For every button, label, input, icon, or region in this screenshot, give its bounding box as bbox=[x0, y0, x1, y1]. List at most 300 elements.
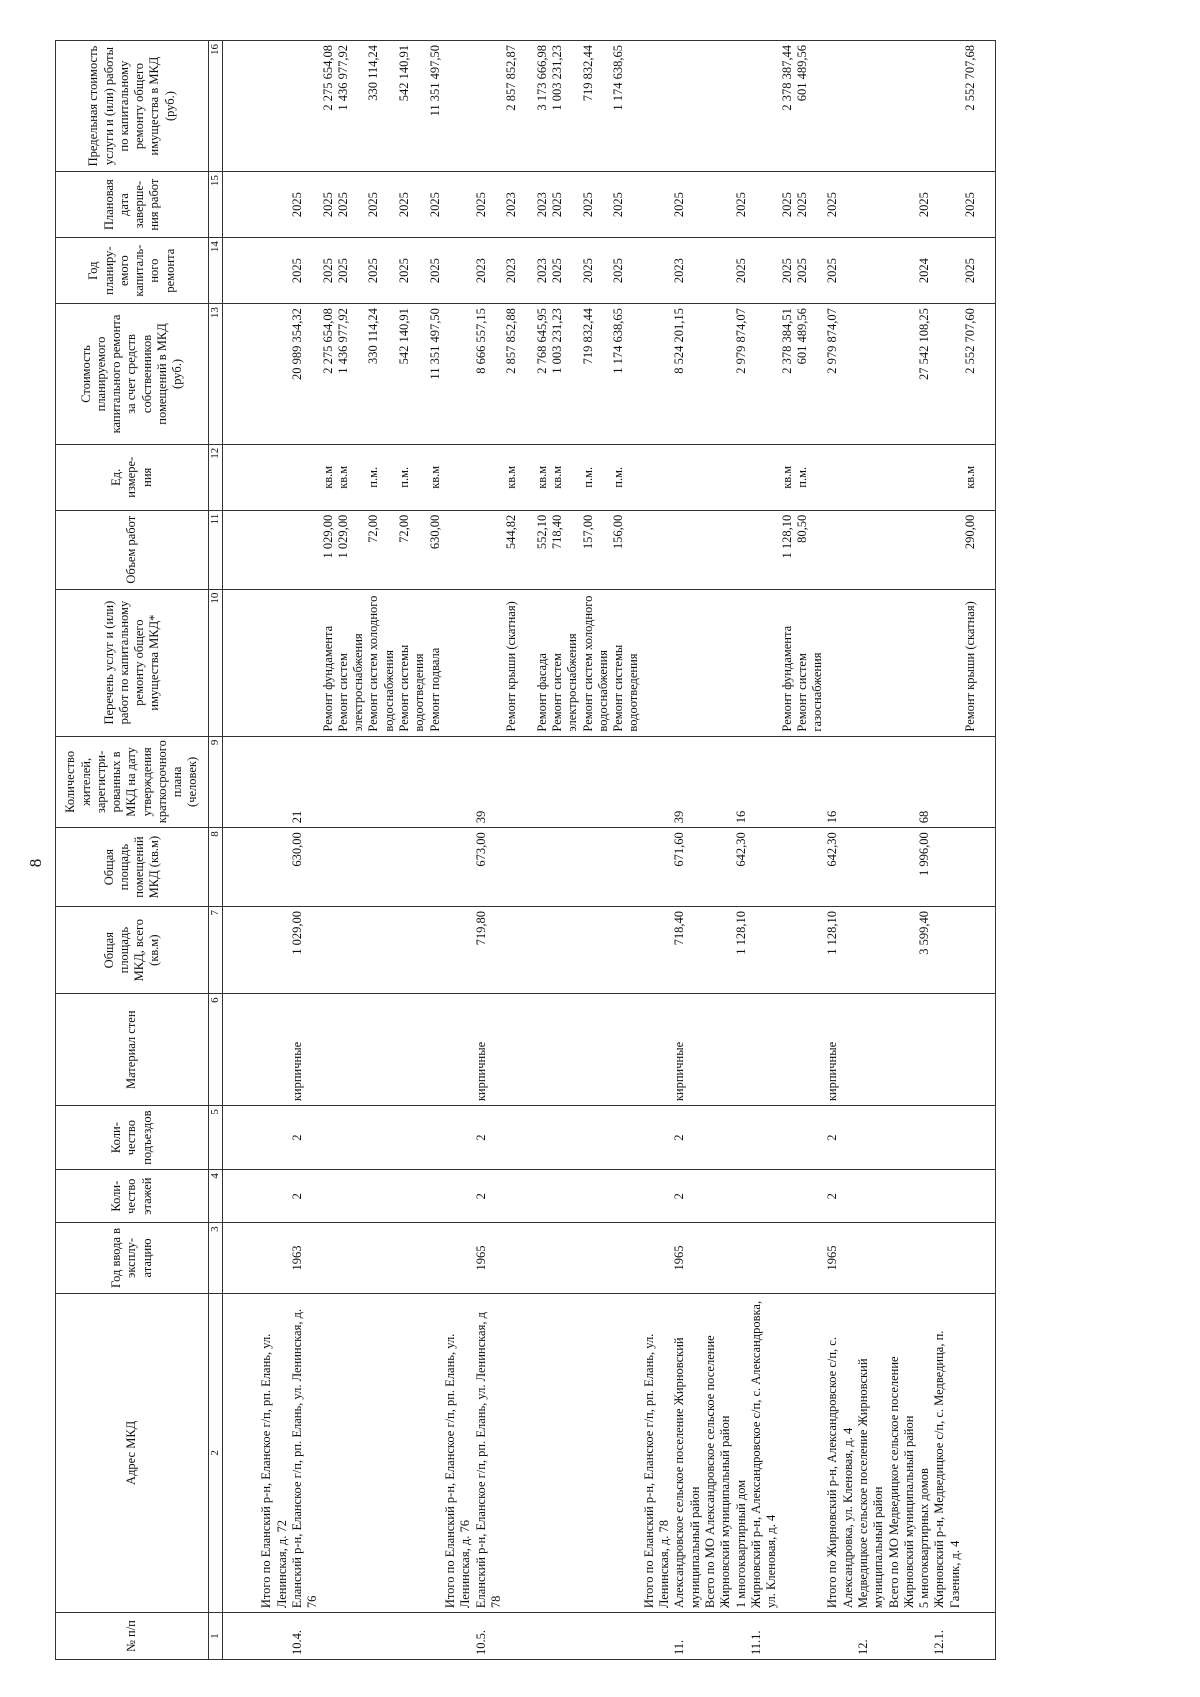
cell-text bbox=[734, 594, 749, 732]
cell-text bbox=[932, 832, 963, 902]
cell-text: 39 bbox=[473, 810, 488, 824]
cell-text bbox=[550, 1227, 581, 1288]
cell-text: 2 552 707,60 bbox=[963, 308, 978, 374]
col-unit bbox=[223, 444, 995, 510]
cell-text bbox=[780, 1227, 795, 1288]
cell-text bbox=[443, 594, 474, 732]
cell-text: 2025 bbox=[963, 258, 978, 284]
cell-text: 290,00 bbox=[963, 514, 978, 550]
cell-text: Всего по МО Александровское сельское поселение Жирновский муниципальный район bbox=[703, 1335, 733, 1609]
cell-text bbox=[825, 515, 856, 585]
col-completion-date bbox=[223, 172, 995, 238]
cell-text: 601 489,56 bbox=[794, 308, 809, 365]
cell-text bbox=[932, 998, 963, 1101]
cell-text bbox=[259, 1227, 290, 1288]
cell-text bbox=[856, 1227, 887, 1288]
cell-text: кв.м bbox=[534, 465, 549, 489]
col-max-cost bbox=[223, 41, 995, 172]
capital-repair-table bbox=[55, 40, 996, 1660]
cell-text bbox=[672, 594, 703, 732]
cell-text bbox=[795, 1227, 826, 1288]
header-row bbox=[56, 41, 209, 1660]
cell-text bbox=[642, 515, 673, 585]
cell-text bbox=[535, 1617, 550, 1655]
cell-text: 719 832,44 bbox=[580, 45, 595, 102]
cell-text: 2025 bbox=[672, 192, 687, 218]
cell-text: 2025 bbox=[825, 258, 840, 284]
cell-text: кирпичные bbox=[290, 1041, 304, 1102]
cell-text bbox=[397, 1110, 428, 1165]
cell-text bbox=[749, 911, 780, 989]
cell-text: 719,80 bbox=[473, 911, 488, 946]
cell-text: 1 174 638,65 bbox=[611, 308, 626, 374]
cell-text bbox=[917, 998, 932, 1101]
cell-text bbox=[321, 1174, 336, 1218]
cell-text: Жирновский р-н, Медведицкое с/п, с. Медведица, п. Газеник, д. 4 bbox=[932, 1330, 962, 1609]
cell-text: Всего по МО Медведицкое сельское поселение Жирновский муниципальный район bbox=[886, 1356, 916, 1609]
cell-text: 630,00 bbox=[427, 514, 442, 550]
cell-text bbox=[932, 242, 963, 299]
column-header: Общая площадь МКД, всего (кв.м) bbox=[56, 907, 209, 994]
cell-text: Ремонт крыши (скатная) bbox=[963, 601, 978, 732]
cell-text: Александровское сельское поселение Жирновский муниципальный район bbox=[672, 1337, 702, 1609]
cell-text: 1 128,10 bbox=[825, 911, 840, 955]
cell-text bbox=[321, 1227, 336, 1288]
cell-text: 2025 bbox=[611, 192, 626, 218]
column-number: 8 bbox=[209, 828, 223, 907]
cell-text: 630,00 bbox=[290, 832, 304, 867]
cell-text bbox=[932, 911, 963, 989]
rotated-table-container bbox=[55, 40, 1185, 1660]
cell-text: 2 979 874,07 bbox=[733, 308, 748, 374]
cell-text: 601 489,56 bbox=[794, 45, 809, 102]
cell-text bbox=[749, 832, 780, 902]
column-number: 10 bbox=[209, 589, 223, 736]
cell-text: кирпичные bbox=[473, 1041, 488, 1102]
cell-text bbox=[428, 1617, 443, 1655]
cell-text bbox=[856, 911, 887, 989]
cell-text: 673,00 bbox=[473, 832, 488, 867]
cell-text: 1 128,10 bbox=[779, 514, 794, 559]
cell-text bbox=[932, 45, 963, 167]
cell-text: кв.м bbox=[779, 465, 794, 489]
column-number: 4 bbox=[209, 1170, 223, 1223]
cell-text bbox=[336, 911, 367, 989]
cell-text bbox=[856, 308, 887, 440]
col-total-area bbox=[223, 907, 995, 994]
cell-text bbox=[795, 832, 826, 902]
cell-text bbox=[397, 998, 428, 1101]
cell-text bbox=[642, 1227, 673, 1288]
cell-text bbox=[963, 832, 994, 902]
cell-text bbox=[504, 911, 535, 989]
col-no bbox=[223, 1613, 995, 1660]
column-number: 6 bbox=[209, 994, 223, 1106]
cell-text: 2 bbox=[825, 1134, 840, 1141]
cell-text: 72,00 bbox=[397, 514, 412, 543]
cell-text bbox=[581, 741, 612, 824]
cell-text: Жирновский р-н, Александровское с/п, с. Александровка, ул. Кленовая, д. 4 bbox=[748, 1300, 779, 1609]
cell-text: Итого по Еланский р-н, Еланское г/п, рп. Елань, ул. Ленинская, д. 76 bbox=[442, 1333, 473, 1609]
cell-text bbox=[749, 242, 780, 299]
cell-text bbox=[336, 1298, 367, 1609]
cell-text: 2025 bbox=[794, 192, 809, 218]
cell-text: 1963 bbox=[290, 1245, 304, 1271]
cell-text: 2025 bbox=[366, 192, 381, 218]
cell-text: кв.м bbox=[550, 465, 565, 489]
cell-text bbox=[550, 1174, 581, 1218]
cell-text: 10.5. bbox=[473, 1630, 488, 1655]
cell-text: 1 003 231,23 bbox=[550, 45, 565, 111]
cell-text: Ремонт систем электроснабжения bbox=[335, 633, 366, 732]
cell-text bbox=[780, 998, 795, 1101]
cell-text bbox=[535, 1174, 550, 1218]
cell-text bbox=[963, 1174, 994, 1218]
cell-text bbox=[535, 911, 550, 989]
cell-text bbox=[795, 1174, 826, 1218]
cell-text bbox=[795, 998, 826, 1101]
cell-text: 2025 bbox=[320, 192, 335, 218]
cell-text bbox=[259, 515, 290, 585]
cell-text bbox=[336, 741, 367, 824]
cell-text: 2 bbox=[290, 1193, 304, 1200]
cell-text: 2023 bbox=[672, 258, 687, 284]
cell-text: 3 173 666,98 bbox=[534, 45, 549, 111]
column-number: 15 bbox=[209, 172, 223, 238]
cell-text: 156,00 bbox=[611, 514, 626, 550]
cell-text bbox=[611, 832, 642, 902]
cell-text: 544,82 bbox=[504, 514, 519, 550]
cell-text: 2025 bbox=[779, 258, 794, 284]
cell-text: 2 275 654,08 bbox=[320, 45, 335, 111]
cell-text bbox=[642, 449, 673, 506]
cell-text: 2023 bbox=[534, 258, 549, 284]
cell-text bbox=[259, 741, 290, 824]
cell-text: Ремонт фундамента bbox=[779, 625, 794, 732]
cell-text bbox=[672, 45, 703, 167]
column-header: Адрес МКД bbox=[56, 1293, 209, 1613]
cell-text: 2 bbox=[825, 1193, 840, 1200]
cell-text bbox=[611, 1174, 642, 1218]
cell-text: 11.1. bbox=[748, 1630, 763, 1655]
cell-text: 2 378 387,44 bbox=[779, 45, 794, 111]
cell-text bbox=[963, 1298, 994, 1609]
cell-text: 2023 bbox=[504, 192, 519, 218]
column-number: 9 bbox=[209, 736, 223, 828]
cell-text bbox=[887, 308, 918, 440]
cell-text bbox=[321, 1617, 336, 1655]
cell-text bbox=[366, 1174, 397, 1218]
cell-text bbox=[581, 1617, 612, 1655]
cell-text bbox=[780, 1174, 795, 1218]
cell-text bbox=[642, 741, 673, 824]
cell-text bbox=[428, 1227, 443, 1288]
cell-text: 2023 bbox=[473, 258, 488, 284]
cell-text: 2025 bbox=[825, 192, 840, 218]
cell-text: 2025 bbox=[335, 192, 350, 218]
column-number: 7 bbox=[209, 907, 223, 994]
cell-text bbox=[581, 911, 612, 989]
cell-text bbox=[321, 1298, 336, 1609]
cell-text: 27 542 108,25 bbox=[917, 308, 932, 381]
cell-text: Итого по Еланский р-н, Еланское г/п, рп. Елань, ул. Ленинская, д. 72 bbox=[259, 1333, 289, 1609]
cell-text bbox=[550, 1298, 581, 1609]
cell-text bbox=[642, 1174, 673, 1218]
cell-text: п.м. bbox=[611, 466, 626, 488]
cell-text bbox=[734, 45, 749, 167]
cell-text: 2025 bbox=[779, 192, 794, 218]
cell-text bbox=[321, 832, 336, 902]
cell-text bbox=[703, 1617, 734, 1655]
cell-text bbox=[535, 1110, 550, 1165]
cell-text: кирпичные bbox=[825, 1041, 840, 1102]
cell-text: Ремонт систем газоснабжения bbox=[794, 652, 825, 732]
cell-text bbox=[642, 176, 673, 233]
cell-text: 2 bbox=[290, 1134, 304, 1141]
cell-text bbox=[474, 515, 505, 585]
column-header: Ед. измере-ния bbox=[56, 444, 209, 510]
cell-text: 2 768 645,95 bbox=[534, 308, 549, 374]
cell-text bbox=[611, 1110, 642, 1165]
cell-text bbox=[428, 1174, 443, 1218]
cell-text: 718,40 bbox=[672, 911, 687, 946]
cell-text bbox=[749, 1174, 780, 1218]
cell-text bbox=[917, 45, 932, 167]
column-header: Коли-чество этажей bbox=[56, 1170, 209, 1223]
column-header: Стоимость планируемого капитального ремонта за счет средств собственников помещений в МКД (руб.) bbox=[56, 304, 209, 445]
cell-text bbox=[397, 832, 428, 902]
cell-text bbox=[642, 45, 673, 167]
cell-text: 718,40 bbox=[550, 514, 565, 550]
cell-text bbox=[703, 515, 734, 585]
cell-text: Итого по Жирновский р-н, Александровское с/п, с. Александровка, ул. Кленовая, д. 4 bbox=[825, 1337, 855, 1609]
cell-text: 2023 bbox=[534, 192, 549, 218]
cell-text bbox=[336, 1227, 367, 1288]
cell-text: Ремонт систем холодного водоснабжения bbox=[366, 595, 396, 732]
column-number: 11 bbox=[209, 510, 223, 589]
cell-text: 1 128,10 bbox=[733, 911, 748, 955]
cell-text bbox=[581, 1110, 612, 1165]
cell-text bbox=[366, 1110, 397, 1165]
cell-text: 1 174 638,65 bbox=[611, 45, 626, 111]
cell-text bbox=[259, 242, 290, 299]
cell-text bbox=[780, 911, 795, 989]
cell-text bbox=[887, 515, 918, 585]
cell-text bbox=[795, 911, 826, 989]
cell-text: Ремонт крыши (скатная) bbox=[504, 601, 519, 732]
cell-text bbox=[581, 832, 612, 902]
cell-text bbox=[917, 1227, 932, 1288]
cell-text: 2025 bbox=[397, 258, 412, 284]
cell-text bbox=[504, 998, 535, 1101]
cell-text bbox=[856, 832, 887, 902]
cell-text: 1 многоквартирный дом bbox=[733, 1479, 748, 1609]
cell-text bbox=[749, 998, 780, 1101]
cell-text: 157,00 bbox=[580, 514, 595, 550]
cell-text bbox=[703, 1110, 734, 1165]
col-cost bbox=[223, 304, 995, 445]
cell-text: 552,10 bbox=[534, 514, 549, 550]
cell-text: 10.4. bbox=[290, 1630, 304, 1655]
cell-text: 2025 bbox=[335, 258, 350, 284]
cell-text: 2025 bbox=[550, 192, 565, 218]
cell-text bbox=[672, 515, 703, 585]
cell-text bbox=[504, 1617, 535, 1655]
cell-text: Ремонт систем электроснабжения bbox=[550, 633, 580, 732]
cell-text: Еланский р-н, Еланское г/п, рп. Елань, ул. Ленинская, д. 76 bbox=[290, 1308, 320, 1609]
cell-text: кв.м bbox=[335, 465, 350, 489]
cell-text bbox=[642, 594, 673, 732]
cell-text: 2024 bbox=[917, 258, 932, 284]
cell-text bbox=[887, 832, 918, 902]
cell-text bbox=[504, 1227, 535, 1288]
cell-text: 2 bbox=[672, 1134, 687, 1141]
cell-text bbox=[581, 1174, 612, 1218]
cell-text: 2 bbox=[473, 1134, 488, 1141]
cell-text bbox=[749, 176, 780, 233]
column-number: 14 bbox=[209, 238, 223, 304]
cell-text: 11 351 497,50 bbox=[427, 45, 442, 117]
cell-text: 1 436 977,92 bbox=[335, 45, 350, 111]
cell-text: Медведицкое сельское поселение Жирновский муниципальный район bbox=[855, 1358, 886, 1609]
cell-text bbox=[932, 594, 963, 732]
cell-text: Еланский р-н, Еланское г/п, рп. Елань, ул. Ленинская, д 78 bbox=[473, 1312, 503, 1609]
cell-text bbox=[474, 594, 505, 732]
column-header: Год ввода в эксплу-атацию bbox=[56, 1223, 209, 1293]
cell-text bbox=[321, 741, 336, 824]
cell-text bbox=[504, 832, 535, 902]
cell-text: 5 многоквартирных домов bbox=[917, 1468, 932, 1609]
cell-text bbox=[749, 594, 780, 732]
col-works bbox=[223, 589, 995, 736]
cell-text bbox=[963, 1617, 994, 1655]
cell-text bbox=[504, 1298, 535, 1609]
cell-text bbox=[749, 449, 780, 506]
cell-text bbox=[290, 45, 321, 167]
cell-text bbox=[932, 308, 963, 440]
cell-text bbox=[749, 45, 780, 167]
cell-text bbox=[932, 1174, 963, 1218]
cell-text bbox=[504, 1174, 535, 1218]
cell-text: 16 bbox=[825, 810, 840, 824]
cell-text bbox=[321, 911, 336, 989]
cell-text: 2025 bbox=[397, 192, 412, 218]
cell-text bbox=[932, 741, 963, 824]
cell-text: 39 bbox=[672, 810, 687, 824]
cell-text: 16 bbox=[733, 810, 748, 824]
cell-text: 719 832,44 bbox=[580, 308, 595, 365]
cell-text: Итого по Еланский р-н, Еланское г/п, рп. Елань, ул. Ленинская, д. 78 bbox=[641, 1333, 672, 1609]
cell-text bbox=[443, 911, 474, 989]
cell-text bbox=[259, 1617, 290, 1655]
cell-text bbox=[932, 515, 963, 585]
page-number: 8 bbox=[26, 858, 45, 868]
column-number: 1 bbox=[209, 1613, 223, 1660]
cell-text: 2025 bbox=[963, 192, 978, 218]
cell-text bbox=[642, 998, 673, 1101]
cell-text bbox=[443, 1110, 474, 1165]
cell-text bbox=[963, 741, 994, 824]
cell-text: 8 666 557,15 bbox=[473, 308, 488, 374]
cell-text: кв.м bbox=[320, 465, 335, 489]
cell-text: 2025 bbox=[733, 258, 748, 284]
cell-text: 2025 bbox=[611, 258, 626, 284]
cell-text: 2025 bbox=[427, 192, 442, 218]
cell-text bbox=[581, 1298, 612, 1609]
column-number: 13 bbox=[209, 304, 223, 445]
cell-text: 3 599,40 bbox=[917, 911, 932, 955]
cell-text bbox=[611, 1227, 642, 1288]
cell-text bbox=[703, 45, 734, 167]
column-header: Коли-чество подъездов bbox=[56, 1106, 209, 1170]
cell-text bbox=[734, 515, 749, 585]
cell-text bbox=[336, 1617, 367, 1655]
cell-text bbox=[887, 449, 918, 506]
cell-text: Ремонт системы водоотведения bbox=[611, 644, 641, 732]
cell-text bbox=[550, 741, 581, 824]
cell-text bbox=[703, 832, 734, 902]
cell-text bbox=[443, 1617, 474, 1655]
cell-text bbox=[443, 998, 474, 1101]
cell-text bbox=[795, 1617, 826, 1655]
cell-text bbox=[535, 1227, 550, 1288]
cell-text bbox=[581, 998, 612, 1101]
cell-text bbox=[550, 911, 581, 989]
cell-text bbox=[917, 1174, 932, 1218]
cell-text: 2025 bbox=[794, 258, 809, 284]
cell-text bbox=[336, 1174, 367, 1218]
cell-text: 21 bbox=[290, 810, 304, 824]
cell-text: 2025 bbox=[580, 192, 595, 218]
column-header: Количество жителей, зарегистри-рованных в МКД на дату утверждения краткосрочного плана (человек) bbox=[56, 736, 209, 828]
cell-text: 2 bbox=[473, 1193, 488, 1200]
cell-text: 1965 bbox=[473, 1245, 488, 1271]
cell-text: 2025 bbox=[290, 258, 304, 284]
cell-text bbox=[336, 832, 367, 902]
cell-text bbox=[856, 1174, 887, 1218]
cell-text bbox=[428, 998, 443, 1101]
cell-text bbox=[259, 998, 290, 1101]
column-number: 3 bbox=[209, 1223, 223, 1293]
col-entrances bbox=[223, 1106, 995, 1170]
cell-text: 2025 bbox=[733, 192, 748, 218]
cell-text bbox=[474, 449, 505, 506]
cell-text bbox=[642, 832, 673, 902]
cell-text bbox=[443, 449, 474, 506]
cell-text: кв.м bbox=[427, 465, 442, 489]
cell-text bbox=[259, 1110, 290, 1165]
cell-text: 2025 bbox=[550, 258, 565, 284]
cell-text bbox=[917, 1617, 932, 1655]
cell-text bbox=[734, 1227, 749, 1288]
cell-text bbox=[397, 1227, 428, 1288]
cell-text: 1 996,00 bbox=[917, 832, 932, 876]
cell-text: Ремонт систем холодного водоснабжения bbox=[580, 595, 610, 732]
cell-text bbox=[932, 176, 963, 233]
cell-text bbox=[366, 741, 397, 824]
cell-text bbox=[642, 308, 673, 440]
cell-text bbox=[366, 998, 397, 1101]
cell-text bbox=[887, 911, 918, 989]
cell-text: 72,00 bbox=[366, 514, 381, 543]
cell-text: 2 378 384,51 bbox=[779, 308, 794, 374]
cell-text bbox=[535, 1298, 550, 1609]
cell-text bbox=[642, 911, 673, 989]
cell-text bbox=[780, 1298, 795, 1609]
cell-text bbox=[703, 308, 734, 440]
cell-text: 2 bbox=[672, 1193, 687, 1200]
cell-text: 1 003 231,23 bbox=[550, 308, 565, 374]
